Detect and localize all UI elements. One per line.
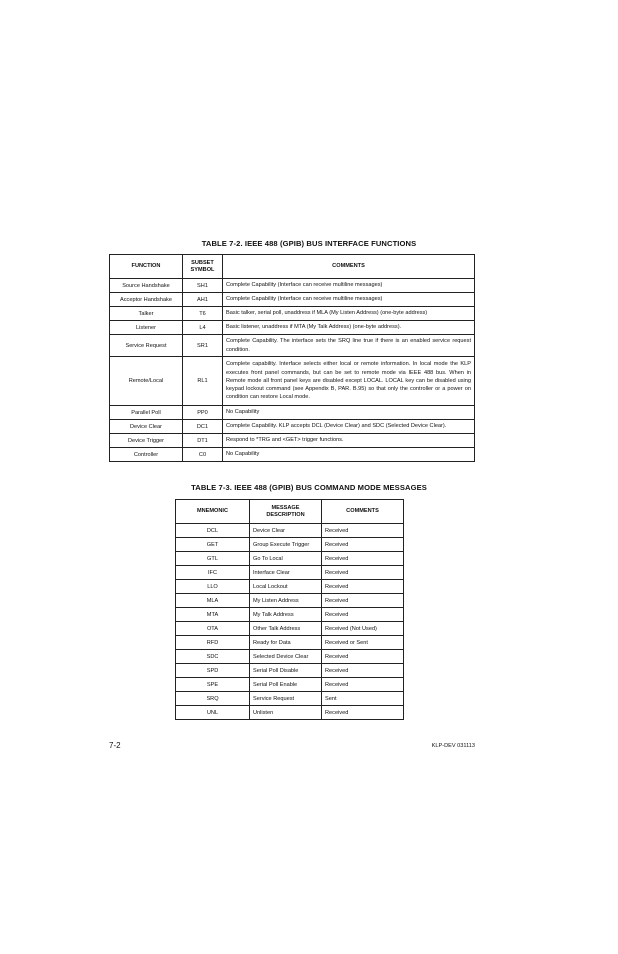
header-mnemonic: MNEMONIC	[176, 500, 250, 524]
cell-comments: Basic talker, serial poll, unaddress if MLA (My Listen Address) (one-byte address)	[223, 307, 475, 321]
cell-comments: Received	[322, 580, 404, 594]
table-row	[176, 524, 404, 538]
cell-function: Service Request	[110, 335, 183, 357]
table-row	[176, 650, 404, 664]
header-subset-line1: SUBSET	[191, 259, 214, 266]
cell-symbol: SR1	[183, 335, 223, 357]
table-row	[176, 580, 404, 594]
cell-comments: No Capability	[223, 448, 475, 462]
table-7-2-caption: TABLE 7-2. IEEE 488 (GPIB) BUS INTERFACE FUNCTIONS	[201, 239, 417, 248]
table-row	[176, 552, 404, 566]
cell-comments: Complete Capability (Interface can receive multiline messages)	[223, 279, 475, 293]
cell-mnemonic: DCL	[176, 524, 250, 538]
cell-function: Talker	[110, 307, 183, 321]
table-row	[176, 538, 404, 552]
table-row	[110, 420, 475, 434]
cell-comments: No Capability	[223, 406, 475, 420]
header-desc-line2: DESCRIPTION	[266, 511, 305, 518]
table-row	[176, 622, 404, 636]
cell-comments: Received	[322, 538, 404, 552]
cell-comments: Complete Capability. KLP accepts DCL (Device Clear) and SDC (Selected Device Clear).	[223, 420, 475, 434]
cell-comments: Respond to *TRG and <GET> trigger functions.	[223, 434, 475, 448]
table-row	[176, 636, 404, 650]
cell-mnemonic: RFD	[176, 636, 250, 650]
header-subset-line2: SYMBOL	[190, 266, 215, 273]
cell-description: My Listen Address	[250, 594, 322, 608]
header-subset-symbol	[183, 255, 223, 279]
cell-function: Listener	[110, 321, 183, 335]
cell-symbol: PP0	[183, 406, 223, 420]
header-message-description	[250, 500, 322, 524]
cell-comments: Received or Sent	[322, 636, 404, 650]
cell-description: Device Clear	[250, 524, 322, 538]
cell-symbol: DT1	[183, 434, 223, 448]
cell-comments: Received	[322, 650, 404, 664]
cell-mnemonic: OTA	[176, 622, 250, 636]
cell-description: Selected Device Clear	[250, 650, 322, 664]
cell-function: Acceptor Handshake	[110, 293, 183, 307]
cell-description: Service Request	[250, 692, 322, 706]
table-row	[176, 566, 404, 580]
cell-comments: Complete capability. Interface selects either local or remote information. In local mode the KLP executes front panel commands, but can be set to remote mode via IEEE 488 bus. When in Remote mode all front panel keys are disabled except LOCAL. LOCAL key can be disabled using keypad lockout command (see Appendix B, PAR. B.95) so that only the controller or a power on condition can restore Local mode.	[223, 357, 475, 406]
cell-comments: Sent	[322, 692, 404, 706]
table-row	[110, 406, 475, 420]
cell-mnemonic: MLA	[176, 594, 250, 608]
cell-description: Serial Poll Disable	[250, 664, 322, 678]
page-number: 7-2	[109, 741, 121, 750]
table-row	[110, 321, 475, 335]
table-row	[176, 594, 404, 608]
cell-comments: Received	[322, 524, 404, 538]
table-7-3-caption: TABLE 7-3. IEEE 488 (GPIB) BUS COMMAND MODE MESSAGES	[191, 483, 427, 492]
cell-comments: Basic listener, unaddress if MTA (My Talk Address) (one-byte address).	[223, 321, 475, 335]
table-row	[176, 608, 404, 622]
cell-mnemonic: LLO	[176, 580, 250, 594]
cell-mnemonic: IFC	[176, 566, 250, 580]
cell-comments: Received	[322, 706, 404, 720]
cell-comments: Received	[322, 552, 404, 566]
cell-description: My Talk Address	[250, 608, 322, 622]
header-function: FUNCTION	[110, 255, 183, 279]
table-row	[110, 357, 475, 406]
cell-symbol: AH1	[183, 293, 223, 307]
cell-function: Controller	[110, 448, 183, 462]
cell-comments: Received	[322, 664, 404, 678]
cell-mnemonic: SPD	[176, 664, 250, 678]
cell-function: Remote/Local	[110, 357, 183, 406]
cell-description: Go To Local	[250, 552, 322, 566]
cell-function: Device Trigger	[110, 434, 183, 448]
document-id: KLP-DEV 031113	[431, 743, 475, 749]
cell-comments: Complete Capability (Interface can receive multiline messages)	[223, 293, 475, 307]
cell-description: Interface Clear	[250, 566, 322, 580]
cell-mnemonic: SDC	[176, 650, 250, 664]
cell-comments: Complete Capability. The interface sets the SRQ line true if there is an enabled service request condition.	[223, 335, 475, 357]
cell-mnemonic: GET	[176, 538, 250, 552]
table-row	[110, 335, 475, 357]
cell-symbol: L4	[183, 321, 223, 335]
cell-symbol: C0	[183, 448, 223, 462]
interface-functions-table	[109, 254, 475, 462]
cell-description: Serial Poll Enable	[250, 678, 322, 692]
cell-mnemonic: SRQ	[176, 692, 250, 706]
table-row	[110, 307, 475, 321]
cell-comments: Received	[322, 566, 404, 580]
cell-mnemonic: GTL	[176, 552, 250, 566]
table-row	[176, 706, 404, 720]
cell-description: Unlisten	[250, 706, 322, 720]
cell-description: Local Lockout	[250, 580, 322, 594]
cell-symbol: RL1	[183, 357, 223, 406]
cell-symbol: DC1	[183, 420, 223, 434]
cell-comments: Received	[322, 678, 404, 692]
table-row	[176, 664, 404, 678]
cell-symbol: T6	[183, 307, 223, 321]
table-row	[110, 448, 475, 462]
cell-description: Group Execute Trigger	[250, 538, 322, 552]
cell-symbol: SH1	[183, 279, 223, 293]
header-comments: COMMENTS	[223, 255, 475, 279]
cell-description: Ready for Data	[250, 636, 322, 650]
cell-mnemonic: UNL	[176, 706, 250, 720]
table-row	[110, 279, 475, 293]
cell-comments: Received	[322, 608, 404, 622]
cell-function: Device Clear	[110, 420, 183, 434]
table-row	[176, 692, 404, 706]
command-mode-messages-table	[175, 499, 404, 720]
cell-function: Source Handshake	[110, 279, 183, 293]
table-row	[110, 293, 475, 307]
cell-comments: Received	[322, 594, 404, 608]
cell-function: Parallel Poll	[110, 406, 183, 420]
cell-description: Other Talk Address	[250, 622, 322, 636]
table-row	[110, 434, 475, 448]
cell-mnemonic: MTA	[176, 608, 250, 622]
header-comments: COMMENTS	[322, 500, 404, 524]
header-desc-line1: MESSAGE	[271, 504, 300, 511]
cell-mnemonic: SPE	[176, 678, 250, 692]
cell-comments: Received (Not Used)	[322, 622, 404, 636]
table-row	[176, 678, 404, 692]
